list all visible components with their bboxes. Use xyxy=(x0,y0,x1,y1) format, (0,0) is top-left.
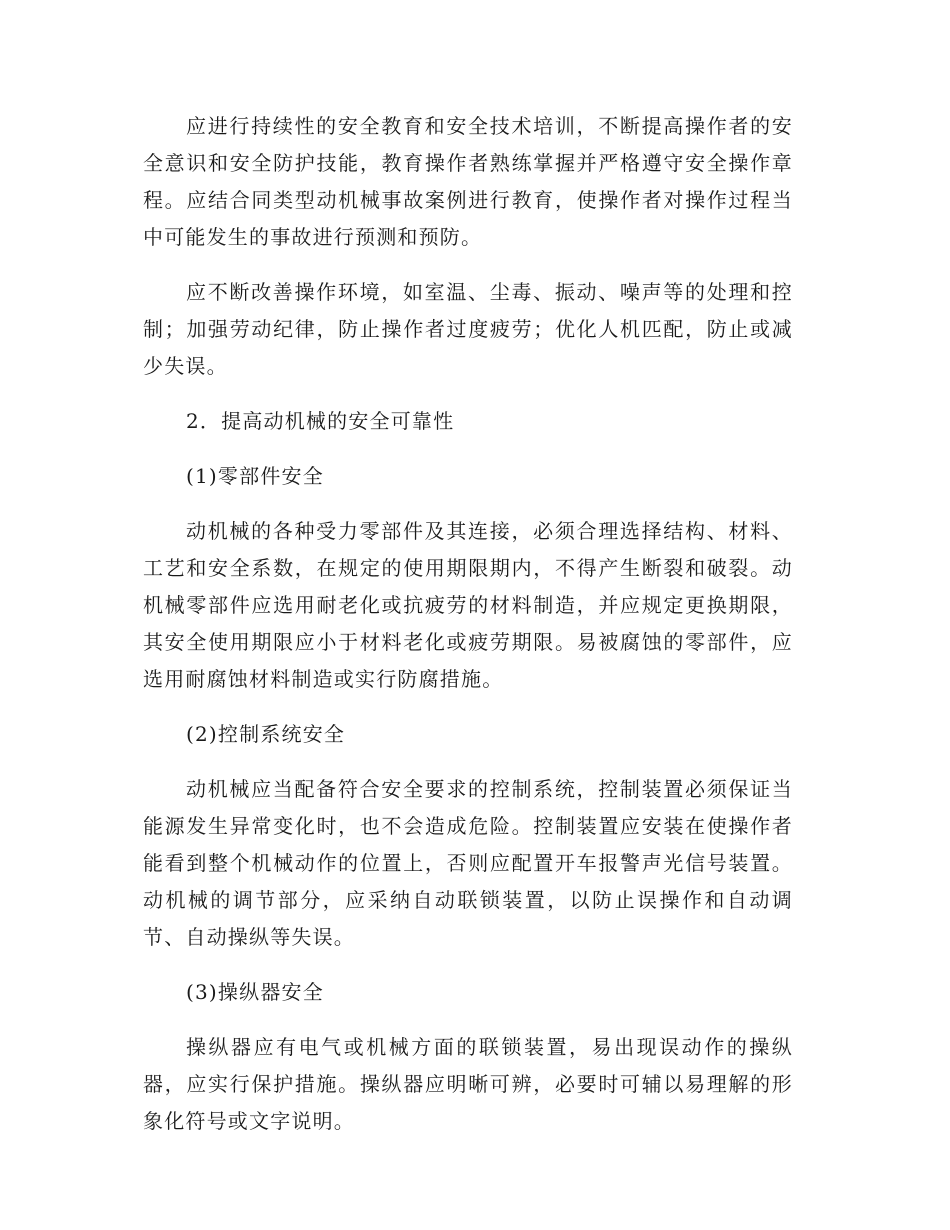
document-body xyxy=(143,108,793,1158)
subheading-manipulator-safety: (3)操纵器安全 xyxy=(186,980,324,1004)
section-heading-reliability: 2．提高动机械的安全可靠性 xyxy=(186,409,455,433)
paragraph-safety-education: 应进行持续性的安全教育和安全技术培训，不断提高操作者的安全意识和安全防护技能，教育操作者熟练掌握并严格遵守安全操作章程。应结合同类型动机械事故案例进行教育，使操作者对操作过程当中可能发生的事故进行预测和预防。 xyxy=(143,114,793,249)
subheading-control-system-safety: (2)控制系统安全 xyxy=(186,722,346,746)
paragraph-component-safety: 动机械的各种受力零部件及其连接，必须合理选择结构、材料、工艺和安全系数，在规定的使用期限期内，不得产生断裂和破裂。动机械零部件应选用耐老化或抗疲劳的材料制造，并应规定更换期限，其安全使用期限应小于材料老化或疲劳期限。易被腐蚀的零部件，应选用耐腐蚀材料制造或实行防腐措施。 xyxy=(143,519,793,691)
paragraph-manipulator-safety: 操纵器应有电气或机械方面的联锁装置，易出现误动作的操纵器，应实行保护措施。操纵器应明晰可辨，必要时可辅以易理解的形象化符号或文字说明。 xyxy=(143,1035,793,1133)
paragraph-operating-environment: 应不断改善操作环境，如室温、尘毒、振动、噪声等的处理和控制；加强劳动纪律，防止操作者过度疲劳；优化人机匹配，防止或减少失误。 xyxy=(143,280,793,378)
subheading-component-safety: (1)零部件安全 xyxy=(186,464,324,488)
paragraph-control-system-safety: 动机械应当配备符合安全要求的控制系统，控制装置必须保证当能源发生异常变化时，也不会造成危险。控制装置应安装在使操作者能看到整个机械动作的位置上，否则应配置开车报警声光信号装置。动机械的调节部分，应采纳自动联锁装置，以防止误操作和自动调节、自动操纵等失误。 xyxy=(143,777,793,949)
